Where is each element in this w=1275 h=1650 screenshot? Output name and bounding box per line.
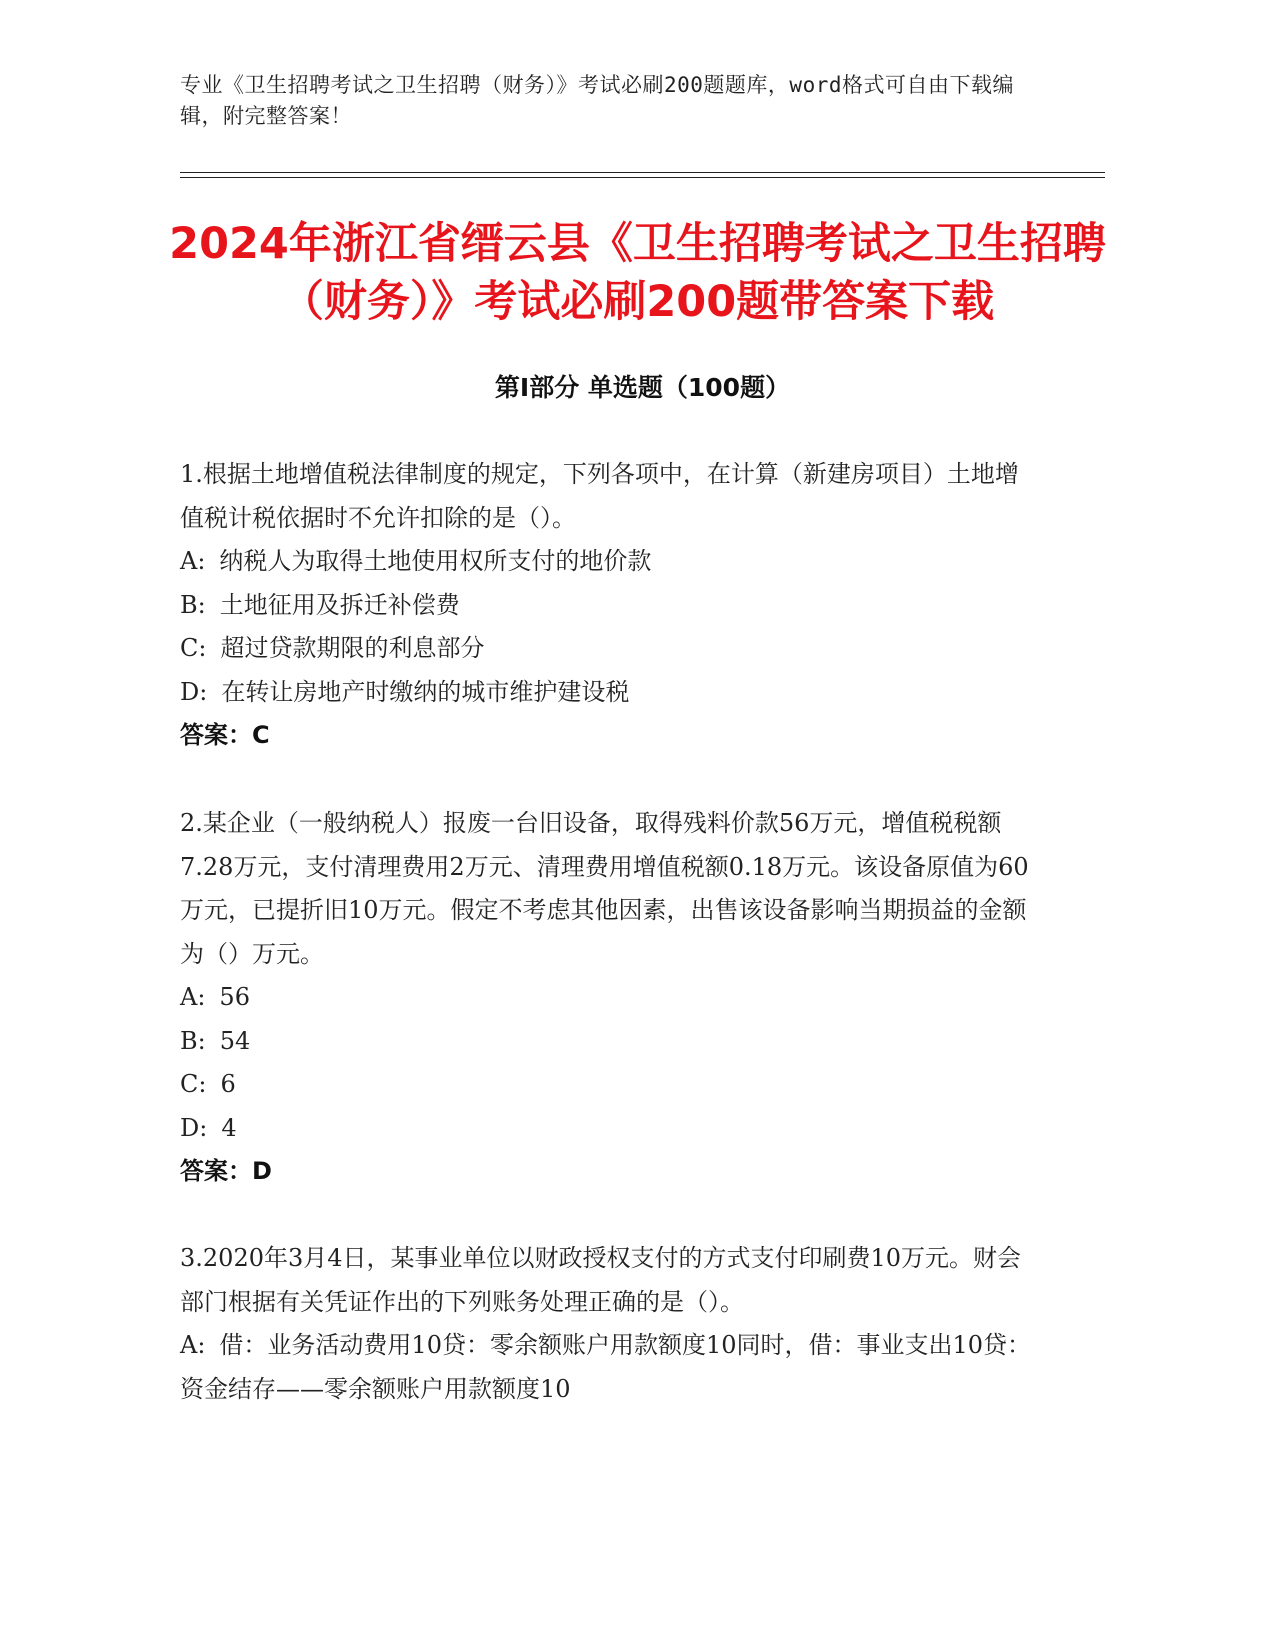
option-letter: D: <box>180 677 208 706</box>
option-letter: B: <box>180 590 206 619</box>
document-title: 2024年浙江省缙云县《卫生招聘考试之卫生招聘（财务）》考试必刷200题带答案下载 <box>169 219 1106 327</box>
option-d <box>180 671 1040 715</box>
option-text: 超过贷款期限的利息部分 <box>220 634 485 662</box>
option-d <box>180 1107 1040 1151</box>
option-text: 4 <box>221 1113 237 1142</box>
option-letter: A: <box>180 983 206 1011</box>
option-a <box>180 540 1040 584</box>
question-stem: 3.2020年3月4日，某事业单位以财政授权支付的方式支付印刷费10万元。财会部门根据有关凭证作出的下列账务处理正确的是（）。 <box>180 1244 1022 1316</box>
header-divider-bottom <box>180 177 1105 178</box>
option-text: 56 <box>219 983 250 1011</box>
option-text: 纳税人为取得土地使用权所支付的地价款 <box>219 547 652 575</box>
section-title: 第Ⅰ部分 单选题（100题） <box>494 373 791 402</box>
header-divider-top <box>180 172 1105 173</box>
question-3 <box>180 1237 1040 1411</box>
option-c <box>180 627 1040 671</box>
option-letter: C: <box>180 1070 207 1098</box>
option-b <box>180 584 1040 628</box>
option-c <box>180 1063 1040 1107</box>
option-a <box>180 976 1040 1020</box>
option-letter: C: <box>180 634 207 662</box>
question-stem: 2.某企业（一般纳税人）报废一台旧设备，取得残料价款56万元，增值税税额7.28万元，支付清理费用2万元、清理费用增值税额0.18万元。该设备原值为60万元，已提折旧10万元。假定不考虑其他因素，出售该设备影响当期损益的金额为（）万元。 <box>180 809 1029 968</box>
option-letter: A: <box>180 547 206 575</box>
option-letter: B: <box>180 1026 206 1055</box>
option-letter: A: <box>180 1331 206 1359</box>
option-text: 在转让房地产时缴纳的城市维护建设税 <box>221 677 630 706</box>
option-letter: D: <box>180 1113 208 1142</box>
header-note: 专业《卫生招聘考试之卫生招聘（财务）》考试必刷200题题库，word格式可自由下载编辑，附完整答案！ <box>180 73 1014 128</box>
question-2 <box>180 802 1040 1194</box>
option-text: 54 <box>219 1026 251 1055</box>
option-text: 土地征用及拆迁补偿费 <box>219 590 460 619</box>
answer: 答案：D <box>180 1157 272 1185</box>
option-b <box>180 1020 1040 1064</box>
option-text: 6 <box>220 1070 236 1098</box>
option-text: 借：业务活动费用10贷：零余额账户用款额度10同时，借：事业支出10贷：资金结存——零余额账户用款额度10 <box>180 1331 1032 1403</box>
answer: 答案：C <box>180 721 270 749</box>
option-a <box>180 1324 1040 1411</box>
question-1 <box>180 453 1040 758</box>
question-stem: 1.根据土地增值税法律制度的规定，下列各项中，在计算（新建房项目）土地增值税计税依据时不允许扣除的是（）。 <box>180 460 1019 532</box>
